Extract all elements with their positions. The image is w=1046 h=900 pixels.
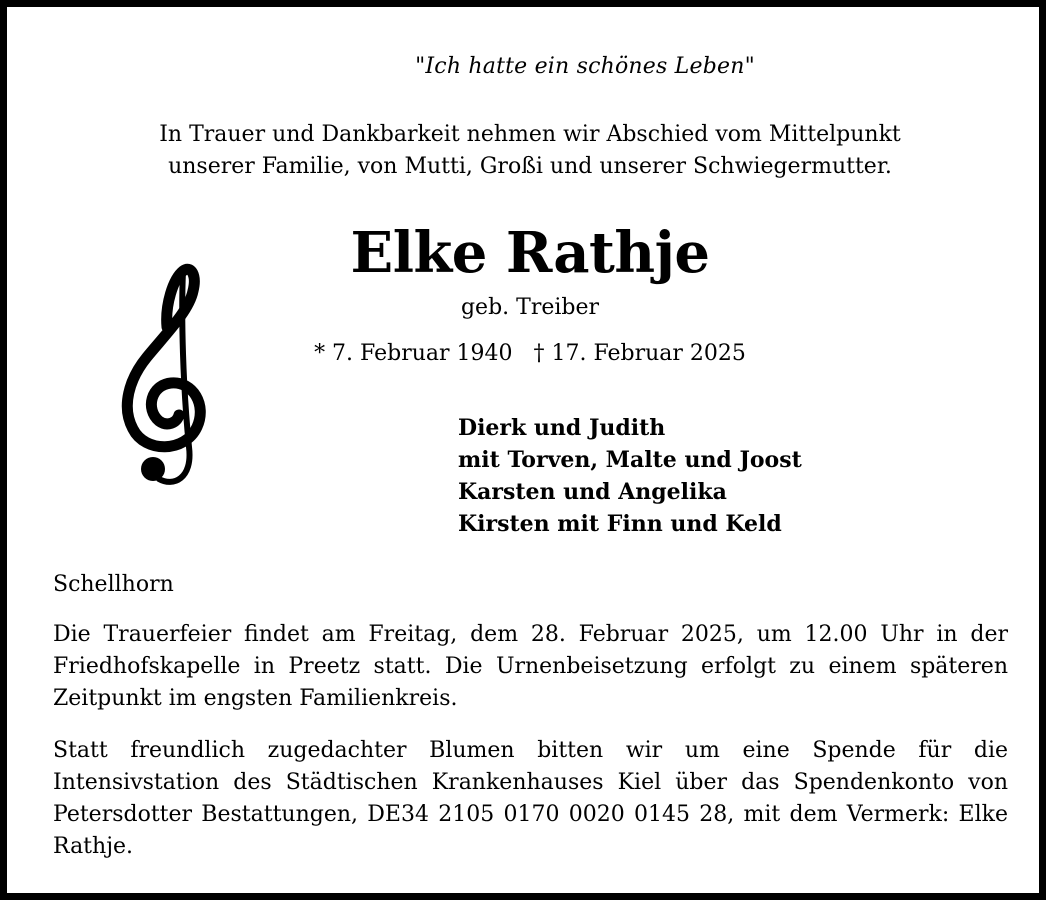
mourner-line: Karsten und Angelika [458,479,727,505]
mourners-list [458,412,1018,540]
intro-line: unserer Familie, von Mutti, Großi und unserer Schwiegermutter. [168,154,892,179]
donation-request: Statt freundlich zugedachter Blumen bitten wir um eine Spende für die Intensivstation des Städtischen Krankenhauses Kiel über das Spendenkonto von Petersdotter Bestattungen, DE34 2105 0170 0020 0145 28, mit dem Vermerk: Elke Rathje. [53,738,1008,859]
treble-clef-icon [107,257,227,497]
mourner-line: Dierk und Judith [458,415,666,441]
place-name: Schellhorn [53,572,174,597]
intro-line: In Trauer und Dankbarkeit nehmen wir Abschied vom Mittelpunkt [159,122,901,147]
mourner-line: mit Torven, Malte und Joost [458,447,802,473]
deceased-name: Elke Rathje [350,220,710,286]
birth-name: geb. Treiber [460,295,600,320]
mourner-line: Kirsten mit Finn und Keld [458,511,782,537]
funeral-details: Die Trauerfeier findet am Freitag, dem 28. Februar 2025, um 12.00 Uhr in der Friedhofskapelle in Preetz statt. Die Urnenbeisetzung erfolgt zu einem späteren Zeitpunkt im engsten Familienkreis. [53,622,1008,711]
life-dates: * 7. Februar 1940 † 17. Februar 2025 [314,341,746,366]
intro-text [7,119,1046,183]
motto-quote: "Ich hatte ein schönes Leben" [415,54,755,79]
